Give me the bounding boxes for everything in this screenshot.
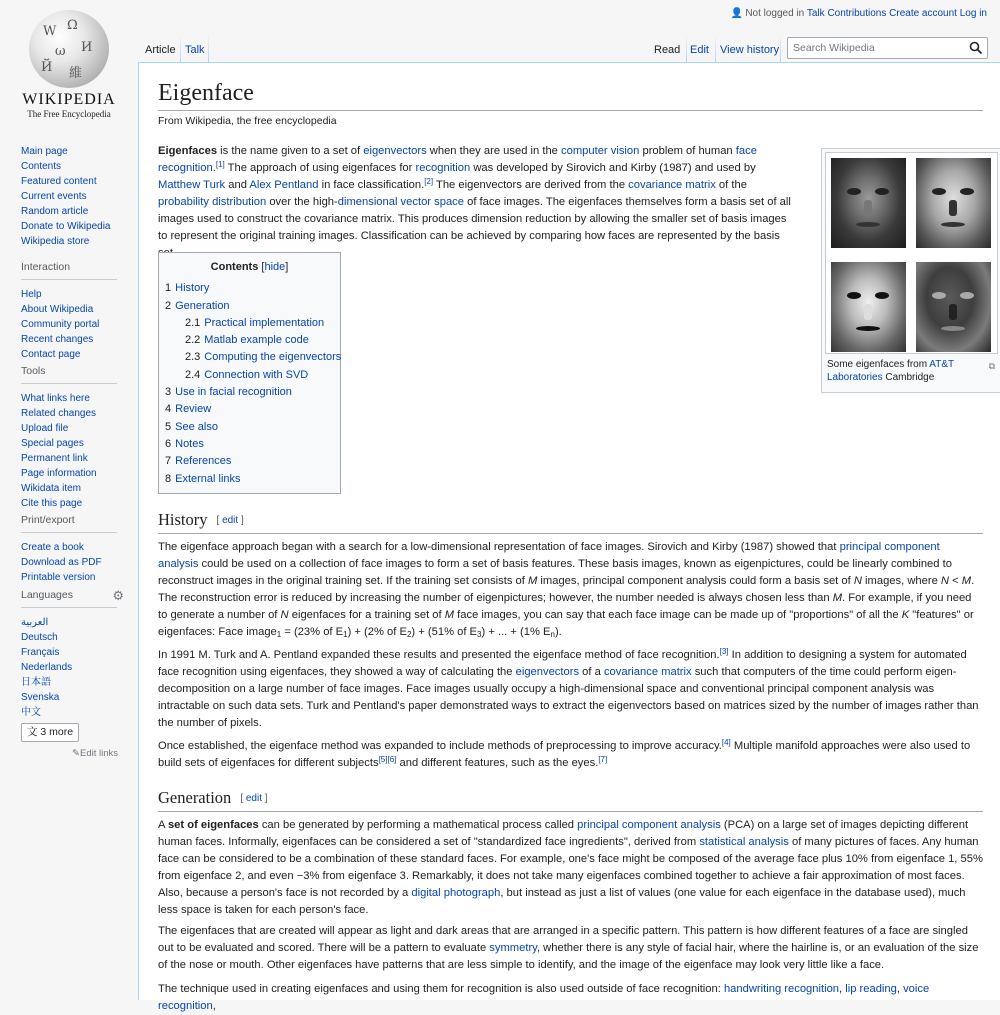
link-eigenvectors-2[interactable]: eigenvectors [515, 666, 580, 678]
intro-paragraph: Eigenfaces is the name given to a set of eigenvectors when they are used in the computer vision problem of human face recognition.[1] The approach of using eigenfaces for recognition was developed by Sirovich and Kirby (1987) and used by Matthew Turk and Alex Pentland in face classification.[2] The eigenvectors are derived from the covariance matrix of the probability distribution over the high-dimensional vector space of face images. The eigenfaces themselves form a basis set of all images used to construct the covariance matrix. This produces dimension reduction by allowing the smaller set of basis images to represent the original training images. Classification can be achieved by comparing how faces are represented by the basis [158, 145, 791, 242]
interaction-portal [21, 260, 126, 362]
history-paragraph-2: In 1991 M. Turk and A. Pentland expanded these results and presented the eigenface method of face recognition.[3] In addition to designing a system for automated face recognition using eigenfaces, they showed a way of calculating the eigenvectors of a covariance matrix such that computers of the time could perform eigen-decomposition on a large number of face images. Face images usually occupy a high-dimensional space and conventional principal component analysis was intractable on such data sets. Turk and Pentland's paper demonstrated ways to extract the eigenvectors based on matrices sized by the number of images rather than the number of pixels. [158, 647, 979, 729]
toc-number: 2 [165, 299, 172, 312]
sidebar-nav-item[interactable] [21, 144, 126, 159]
link-handwriting-recognition[interactable]: handwriting recognition [723, 983, 840, 995]
sidebar-print-link[interactable]: Download as PDF [21, 557, 102, 568]
sidebar-tools-link[interactable]: Upload file [21, 423, 69, 434]
divider [21, 607, 117, 608]
sidebar-tools-item[interactable] [21, 451, 126, 466]
sidebar-interaction-link[interactable]: Recent changes [21, 334, 94, 345]
citation-7[interactable]: [7] [598, 755, 608, 764]
eigenface-image [916, 158, 991, 248]
sidebar-language-item[interactable] [21, 705, 126, 720]
sidebar-tools-link[interactable]: Cite this page [21, 498, 83, 509]
edit-section-link[interactable]: edit [245, 793, 262, 804]
not-logged-in: 👤 Not logged in [730, 8, 805, 19]
toc-item[interactable] [165, 453, 334, 470]
sidebar-nav-item[interactable] [21, 174, 126, 189]
link-lip-reading[interactable]: lip reading [845, 983, 897, 995]
sidebar-nav-link[interactable]: Current events [21, 191, 87, 202]
divider [21, 279, 117, 280]
gear-icon[interactable]: ⚙ [112, 588, 124, 603]
sidebar-language-link[interactable]: 中文 [21, 707, 41, 718]
edit-links-label: Edit links [79, 748, 118, 759]
tab-article[interactable]: Article [145, 44, 176, 56]
sidebar-interaction-link[interactable]: About Wikipedia [21, 304, 94, 315]
contributions-link[interactable]: Contributions [827, 8, 887, 19]
sidebar-language-item[interactable] [21, 675, 126, 690]
sidebar-language-link[interactable]: Français [21, 647, 60, 658]
sidebar-nav-link[interactable]: Wikipedia store [21, 236, 90, 247]
toc-number: 2.1 [185, 316, 201, 329]
toc-item[interactable] [165, 419, 334, 436]
sidebar-language-link[interactable]: Nederlands [21, 662, 73, 673]
sidebar-interaction-link[interactable]: Community portal [21, 319, 100, 330]
translate-icon: ⽂ [27, 726, 38, 738]
toc-item[interactable] [165, 471, 334, 488]
toc-link[interactable]: Practical implementation [204, 316, 325, 329]
citation-1[interactable]: [1] [215, 160, 225, 169]
sidebar-nav-item[interactable] [21, 189, 126, 204]
toc-number: 2.2 [185, 334, 201, 347]
sidebar-print-link[interactable]: Printable version [21, 572, 96, 583]
tab-view-history[interactable]: View history [720, 44, 780, 56]
link-dimensional-vector-space[interactable]: dimensional vector space [337, 196, 464, 208]
more-languages-label: 3 more [40, 726, 74, 738]
toc-link[interactable]: Review [175, 403, 212, 416]
toc-number: 2.3 [185, 351, 201, 364]
sidebar-print-item[interactable] [21, 570, 126, 585]
thumbnail-caption [825, 358, 998, 384]
sidebar-tools-item[interactable] [21, 481, 126, 496]
caption-suffix: Cambridge [882, 372, 935, 383]
toc-number: 7 [165, 455, 172, 468]
toc-link[interactable]: References [175, 455, 232, 468]
link-symmetry[interactable]: symmetry [489, 942, 537, 954]
sidebar-nav-link[interactable]: Contents [21, 161, 62, 172]
toc-item[interactable] [165, 332, 334, 349]
generation-paragraph-3: The technique used in creating eigenfaces and using them for recognition is also used outside of face recognition: handwriting recognition, lip reading, voice recognition, [158, 983, 930, 1012]
history-paragraph-3: Once established, the eigenface method was expanded to include methods of preprocessing to improve accuracy.[4] Multiple manifold approaches were also used to build sets of eigenfaces for different subjects[5][6] and different features, such as the eyes.[7] [158, 738, 971, 769]
wikipedia-logo[interactable] [21, 10, 117, 119]
toc-number: 3 [165, 386, 172, 399]
sidebar [0, 0, 138, 1000]
generation-paragraph-2: The eigenfaces that are created will appear as light and dark areas that are arranged in a specific pattern. This pattern is how different features of a face are singled out to be evaluated and scored. There will be a pattern to evaluate symmetry, whether there is any style of facial hair, where the hairline is, or an evaluation of the size of the nose or mouth. Other eigenfaces have patterns that are less simple to identify, and the image of the eigenface may look very little like a face. [158, 925, 979, 971]
sidebar-tools-link[interactable]: What links here [21, 393, 90, 404]
sidebar-interaction-item[interactable] [21, 332, 126, 347]
sidebar-interaction-item[interactable] [21, 302, 126, 317]
sidebar-language-link[interactable]: Svenska [21, 692, 60, 703]
sidebar-tools-item[interactable] [21, 436, 126, 451]
toc-number: 2.4 [185, 368, 201, 381]
toc-link[interactable]: History [175, 282, 210, 295]
sidebar-language-item[interactable] [21, 615, 126, 630]
sidebar-tools-link[interactable]: Special pages [21, 438, 84, 449]
sidebar-interaction-link[interactable]: Contact page [21, 349, 81, 360]
sidebar-nav-item[interactable] [21, 234, 126, 249]
globe-icon: W Ω ω И 維 Й [29, 10, 109, 88]
sidebar-interaction-item[interactable] [21, 287, 126, 302]
sidebar-language-item[interactable] [21, 645, 126, 660]
tab-divider [780, 34, 781, 62]
edit-links[interactable] [21, 746, 126, 761]
sidebar-interaction-item[interactable] [21, 317, 126, 332]
print-portal [21, 513, 126, 585]
citation-3[interactable]: [3] [719, 647, 729, 656]
citation-6[interactable]: [6] [387, 755, 397, 764]
portal-heading: Interaction [21, 261, 71, 273]
sidebar-language-link[interactable]: العربية [21, 617, 49, 628]
toc-item[interactable] [165, 315, 334, 332]
toc-number: 8 [165, 472, 172, 485]
link-probability-distribution[interactable]: probability distribution [158, 196, 267, 208]
toc-link[interactable]: Computing the eigenvectors [204, 351, 342, 364]
navigation-portal [21, 144, 126, 249]
link-alex-pentland[interactable]: Alex Pentland [249, 179, 319, 191]
sidebar-print-item[interactable] [21, 555, 126, 570]
toc-hide-link[interactable]: hide [264, 261, 286, 273]
sidebar-nav-item[interactable] [21, 219, 126, 234]
portal-heading: Tools [21, 365, 46, 377]
link-recognition[interactable]: recognition [415, 162, 471, 174]
table-of-contents [158, 252, 341, 494]
sidebar-nav-item[interactable] [21, 204, 126, 219]
sidebar-tools-item[interactable] [21, 496, 126, 511]
link-face-recognition[interactable]: face recognition [158, 145, 757, 174]
sidebar-tools-item[interactable] [21, 406, 126, 421]
sidebar-tools-link[interactable]: Related changes [21, 408, 97, 419]
sidebar-tools-link[interactable]: Wikidata item [21, 483, 82, 494]
personal-tools [722, 8, 987, 19]
section-title: Generation [158, 788, 232, 807]
toc-item[interactable] [165, 298, 334, 315]
eigenface-image [831, 158, 906, 248]
sidebar-print-item[interactable] [21, 540, 126, 555]
tab-divider [715, 34, 716, 62]
search-placeholder: Search Wikipedia [793, 42, 875, 54]
talk-link[interactable]: Talk [806, 8, 825, 19]
create-account-link[interactable]: Create account [889, 8, 957, 19]
section-heading-generation: Generation [ edit ] [158, 787, 983, 812]
link-pca[interactable]: principal component analysis [577, 819, 721, 831]
search-input[interactable] [787, 37, 988, 59]
citation-2[interactable]: [2] [424, 177, 434, 186]
toc-number: 1 [165, 282, 172, 295]
link-digital-photograph[interactable]: digital photograph [411, 887, 501, 899]
caption-prefix: Some eigenfaces from [827, 359, 930, 370]
toc-number: 5 [165, 420, 172, 433]
generation-paragraph-1: A set of eigenfaces can be generated by performing a mathematical process called principal component analysis (PCA) on a large set of images depicting different human faces. Informally, eigenfaces can be considered a set of "standardized face ingredients", derived from statistical analysis of many pictures of faces. Any human face can be considered to be a combination of these standard faces. For example, one's face might be composed of the average face plus 10% from eigenface 1, 55% from eigenface 2, and even −3% from eigenface 3. Remarkably, it does not take many eigenfaces combined together to achieve a fair approximation of most faces. Also, because a person's face is not recorded by a digital photograph, but instead as just a list of values (one value for each eigenface in the database used), much less space is taken for each person's face. [158, 819, 983, 916]
languages-portal [21, 588, 126, 761]
eigenfaces-thumbnail [821, 148, 1000, 393]
link-computer-vision[interactable]: computer vision [561, 145, 640, 157]
sidebar-nav-link[interactable]: Featured content [21, 176, 97, 187]
sidebar-nav-item[interactable] [21, 159, 126, 174]
toc-item[interactable] [165, 367, 334, 384]
login-link[interactable]: Log in [959, 8, 987, 19]
tools-portal [21, 364, 126, 511]
link-statistical-analysis[interactable]: statistical analysis [699, 836, 789, 848]
sidebar-language-item[interactable] [21, 690, 126, 705]
toc-link[interactable]: Notes [175, 437, 204, 450]
sidebar-tools-link[interactable]: Permanent link [21, 453, 88, 464]
content-area [138, 62, 1000, 1012]
pencil-icon: ✎ [72, 748, 80, 759]
toc-link[interactable]: Connection with SVD [204, 368, 309, 381]
citation-4[interactable]: [4] [721, 738, 731, 747]
link-voice-recognition[interactable]: voice recognition [158, 983, 930, 1012]
citation-5[interactable]: [5] [378, 755, 388, 764]
divider [21, 532, 117, 533]
toc-item[interactable] [165, 349, 342, 366]
sidebar-nav-link[interactable]: Random article [21, 206, 89, 217]
sidebar-language-link[interactable]: Deutsch [21, 632, 58, 643]
tab-divider [208, 34, 209, 62]
user-icon: 👤 [730, 8, 744, 19]
portal-heading: Languages [21, 589, 73, 601]
sidebar-language-link[interactable]: 日本語 [21, 677, 51, 688]
section-heading-history: History [ edit ] [158, 509, 983, 534]
toc-link[interactable]: Generation [175, 299, 230, 312]
link-principal-component-analysis[interactable]: principal component analysis [158, 541, 940, 570]
toc-item[interactable] [165, 280, 334, 297]
more-languages-button[interactable] [21, 723, 79, 742]
eigenfaces-image[interactable] [825, 152, 998, 354]
divider [21, 383, 117, 384]
search-icon[interactable] [969, 41, 983, 55]
toc-link[interactable]: Matlab example code [204, 334, 309, 347]
toc-item[interactable] [165, 436, 334, 453]
toc-link[interactable]: Use in facial recognition [175, 386, 292, 399]
sidebar-interaction-link[interactable]: Help [21, 289, 42, 300]
page-title: Eigenface [158, 78, 983, 111]
tab-talk[interactable]: Talk [185, 44, 205, 56]
sidebar-nav-link[interactable]: Donate to Wikipedia [21, 221, 111, 232]
toc-title: Contents [hide] [210, 261, 289, 273]
toc-number: 4 [165, 403, 172, 416]
link-matthew-turk[interactable]: Matthew Turk [158, 179, 226, 191]
sidebar-tools-link[interactable]: Page information [21, 468, 97, 479]
wordmark: WIKIPEDIA [22, 91, 116, 108]
history-paragraph-1: The eigenface approach began with a search for a low-dimensional representation of face images. Sirovich and Kirby (1987) showed that principal component analysis could be used on a collection of face images to form a set of basis features. These basis images, known as eigenpictures, could be linearly combined to reconstruct images in the original training set. If the training set consists of M images, principal component analysis could form a basis set of N images, where N < M. The reconstruction error is reduced by increasing the number of eigenpictures; however, the number needed is always chosen less than M. For example, if you need to generate a number of N eigenfaces for a training set of M face images, you can say that each face image can be made up of "proportions" of all the K "features" or eigenfaces: Face image$_1$ = (23% of $E_1) + (2\%$ of $E_2) + (51\%$ of $E_3$) + ... + (1% $E_n$). [158, 541, 975, 639]
tab-edit[interactable]: Edit [690, 44, 709, 56]
toc-item[interactable] [165, 401, 334, 418]
toc-number: 6 [165, 437, 172, 450]
portal-heading: Print/export [21, 514, 75, 526]
enlarge-icon[interactable]: ⧉ [988, 361, 995, 371]
tab-divider [180, 34, 181, 62]
link-covariance-matrix-2[interactable]: covariance matrix [603, 666, 692, 678]
section-title: History [158, 510, 208, 529]
edit-section-link[interactable]: edit [222, 515, 239, 526]
logo-tagline: The Free Encyclopedia [27, 109, 111, 119]
sidebar-tools-item[interactable] [21, 421, 126, 436]
eigenface-image [831, 262, 906, 352]
tab-read[interactable]: Read [654, 44, 681, 56]
toc-heading: Contents [210, 261, 259, 273]
sidebar-nav-link[interactable]: Main page [21, 146, 68, 157]
toc-link[interactable]: External links [175, 472, 241, 485]
link-covariance-matrix[interactable]: covariance matrix [628, 179, 716, 191]
toc-link[interactable]: See also [175, 420, 218, 433]
sidebar-interaction-item[interactable] [21, 347, 126, 362]
sidebar-language-item[interactable] [21, 660, 126, 675]
toc-item[interactable] [165, 384, 334, 401]
sidebar-language-item[interactable] [21, 630, 126, 645]
site-subtitle: From Wikipedia, the free encyclopedia [158, 115, 337, 127]
link-att-laboratories[interactable]: AT&T Laboratories [827, 359, 954, 383]
tab-divider [686, 34, 687, 62]
sidebar-tools-item[interactable] [21, 391, 126, 406]
sidebar-print-link[interactable]: Create a book [21, 542, 84, 553]
sidebar-tools-item[interactable] [21, 466, 126, 481]
eigenface-image [916, 262, 991, 352]
link-eigenvectors[interactable]: eigenvectors [363, 145, 427, 157]
